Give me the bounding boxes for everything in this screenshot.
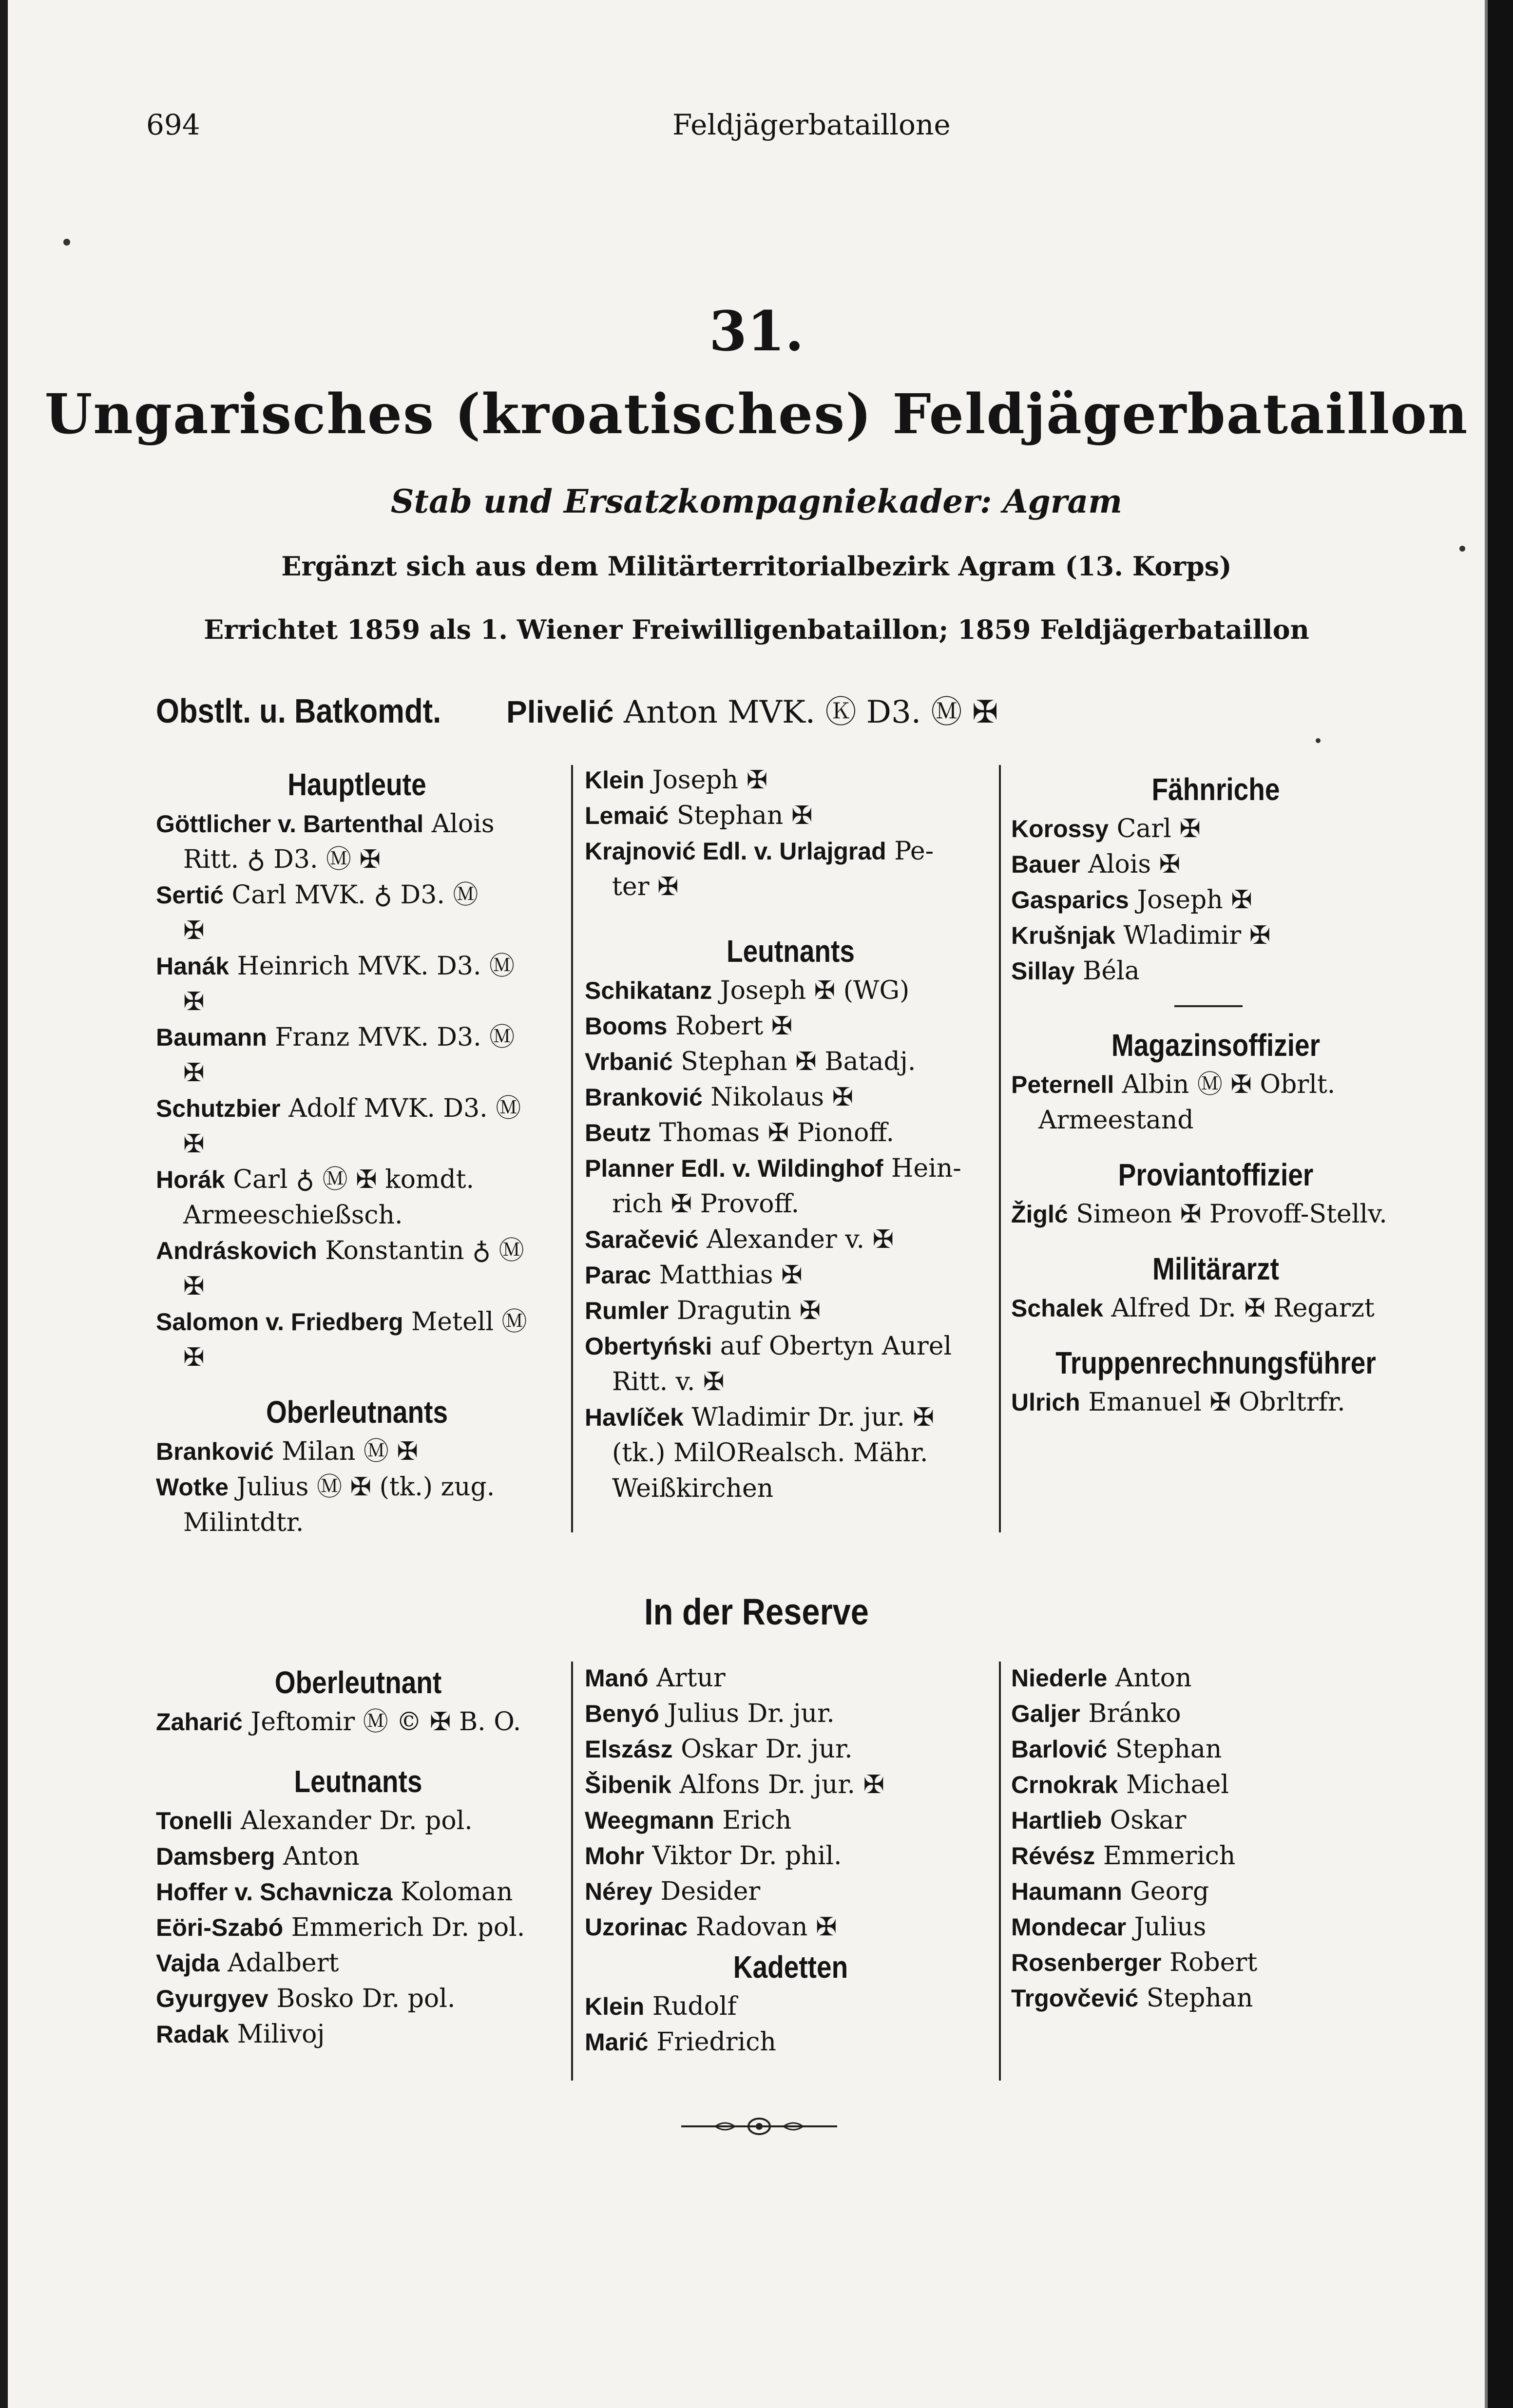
entry-details: Milan Ⓜ ✠ [273, 1437, 418, 1466]
entry-details: Béla [1074, 956, 1140, 986]
heading-magazine-officer: Magazinsoffizier [1111, 1028, 1321, 1063]
entry-name: Vrbanić [585, 1048, 673, 1075]
section-divider [1174, 1005, 1243, 1007]
list-item [156, 1162, 558, 1233]
entry-name: Booms [585, 1013, 668, 1040]
entry-name: Tonelli [156, 1807, 233, 1835]
list-item [1011, 1067, 1420, 1138]
active-column-1 [156, 763, 558, 1541]
entry-details: Emanuel ✠ Obrltrfr. [1080, 1388, 1345, 1417]
entry-details: Franz MVK. D3. Ⓜ [267, 1023, 515, 1052]
list-item [585, 1767, 996, 1803]
entry-name: Korossy [1011, 815, 1109, 842]
list-item [1011, 811, 1420, 847]
entry-details: Stephan [1138, 1984, 1253, 2013]
ornament-divider-icon [681, 2116, 837, 2137]
entry-details: Adalbert [219, 1949, 339, 1978]
list-item [156, 2017, 560, 2052]
list-item [585, 1874, 996, 1910]
entry-details: Julius Dr. jur. [659, 1699, 835, 1728]
list-item [1011, 1874, 1420, 1910]
entry-name: Uzorinac [585, 1913, 688, 1941]
entry-name: Obertyński [585, 1333, 712, 1360]
list-item [1011, 1945, 1420, 1981]
entry-details: Metell Ⓜ [403, 1307, 527, 1337]
page-number: 694 [146, 108, 200, 141]
entry-cont: Milintdtr. [183, 1508, 304, 1537]
list-item [585, 1329, 996, 1400]
heading-paymaster: Truppenrechnungsführer [1055, 1345, 1376, 1380]
entry-details: Desider [652, 1877, 761, 1906]
entry-cont: (tk.) MilORealsch. Mähr. [612, 1438, 928, 1468]
list-item [585, 1080, 996, 1115]
list-item [1011, 1838, 1420, 1874]
entry-details: Oskar Dr. jur. [672, 1735, 853, 1764]
establishment-note: Errichtet 1859 als 1. Wiener Freiwilligenbataillon; 1859 Feldjägerbataillon [204, 614, 1309, 645]
list-item [156, 806, 558, 878]
list-item [585, 1293, 996, 1329]
ensigns-list [1011, 811, 1420, 989]
entry-name: Galjer [1011, 1700, 1080, 1727]
entry-name: Zaharić [156, 1708, 243, 1736]
entry-details: Robert ✠ [667, 1012, 793, 1041]
entry-details: Alfons Dr. jur. ✠ [671, 1770, 885, 1799]
entry-name: Salomon v. Friedberg [156, 1308, 403, 1336]
list-item [585, 1151, 996, 1222]
commander-name: Plivelić [506, 694, 614, 729]
list-item [585, 973, 996, 1009]
running-title: Feldjägerbataillone [672, 108, 951, 141]
entry-details: Emmerich [1095, 1841, 1236, 1871]
list-item [585, 1400, 996, 1507]
list-item [1011, 1910, 1420, 1945]
entry-details: Alexander Dr. pol. [232, 1806, 473, 1835]
entry-name: Krušnjak [1011, 922, 1115, 949]
reserve-column-1 [156, 1661, 560, 2052]
entry-details: Joseph ✠ [1129, 885, 1252, 915]
entry-details: Michael [1118, 1770, 1229, 1799]
list-item [585, 1009, 996, 1044]
entry-name: Marić [585, 2028, 649, 2056]
entry-name: Eöri-Szabó [156, 1914, 284, 1941]
entry-cont: Armeeschießsch. [183, 1201, 403, 1230]
cadets-list [585, 1989, 996, 2060]
list-item [585, 1732, 996, 1767]
entry-name: Rosenberger [1011, 1949, 1162, 1976]
entry-details: Matthias ✠ [651, 1261, 803, 1290]
entry-details: Milivoj [229, 2020, 325, 2049]
entry-details: Julius [1126, 1912, 1207, 1942]
list-item [1011, 882, 1420, 918]
entry-details: Rudolf [644, 1992, 737, 2021]
entry-cont: ✠ [183, 1058, 205, 1088]
list-item [156, 1434, 558, 1470]
section-title: Ungarisches (kroatisches) Feldjägerbataillon [44, 382, 1469, 446]
entry-name: Nérey [585, 1878, 652, 1905]
list-item [156, 949, 558, 1020]
entry-name: Klein [585, 1993, 645, 2020]
entry-details: Joseph ✠ (WG) [712, 976, 910, 1005]
entry-details: Bránko [1080, 1699, 1181, 1728]
staff-location: Stab und Ersatzkompagniekader: Agram [390, 482, 1123, 520]
entry-details: Simeon ✠ Provoff-Stellv. [1068, 1200, 1387, 1229]
entry-name: Šibenik [585, 1771, 671, 1798]
captains-list [156, 806, 558, 1376]
entry-details: Robert [1161, 1948, 1258, 1977]
list-item [156, 1704, 560, 1740]
list-item [585, 1222, 996, 1258]
list-item [156, 1091, 558, 1162]
reserve-lieutenants-list [156, 1803, 560, 2052]
column-rule [999, 765, 1001, 1532]
entry-name: Haumann [1011, 1878, 1122, 1905]
list-item [585, 1258, 996, 1293]
list-item [1011, 1661, 1420, 1696]
entry-details: Thomas ✠ Pionoff. [651, 1118, 895, 1147]
entry-cont: Armeestand [1038, 1106, 1194, 1135]
list-item [156, 1304, 558, 1376]
list-item [1011, 1803, 1420, 1838]
list-item [156, 1910, 560, 1946]
entry-name: Radak [156, 2021, 230, 2048]
entry-cont: Ritt. ♁ D3. Ⓜ ✠ [183, 845, 381, 874]
entry-name: Branković [585, 1084, 703, 1111]
entry-details: Joseph ✠ [644, 765, 768, 795]
column-rule [571, 765, 573, 1532]
entry-name: Peternell [1011, 1071, 1114, 1098]
entry-details: Carl ✠ [1109, 814, 1201, 843]
list-item [585, 1803, 996, 1838]
list-item [1011, 918, 1420, 954]
entry-details: Pe- [886, 837, 934, 866]
entry-name: Barlović [1011, 1736, 1108, 1763]
entry-details: Bosko Dr. pol. [268, 1984, 456, 2013]
entry-cont: ✠ [183, 1343, 205, 1372]
entry-details: Artur [648, 1663, 726, 1693]
list-item [585, 1115, 996, 1151]
heading-first-lieutenants: Oberleutnants [266, 1395, 448, 1430]
entry-details: Alois [423, 809, 495, 839]
entry-name: Klein [585, 766, 645, 794]
entry-details: Adolf MVK. D3. Ⓜ [280, 1094, 521, 1123]
entry-details: Jeftomir Ⓜ © ✠ B. O. [242, 1707, 521, 1737]
list-item [156, 1470, 558, 1541]
reserve-heading: In der Reserve [644, 1591, 869, 1633]
entry-name: Mondecar [1011, 1913, 1127, 1941]
entry-name: Damsberg [156, 1843, 275, 1870]
entry-cont: Weißkirchen [612, 1474, 774, 1503]
list-item [1011, 1696, 1420, 1732]
commander-row [156, 687, 1423, 732]
list-item [585, 798, 996, 834]
entry-details: Anton [1107, 1663, 1192, 1693]
column-rule [999, 1662, 1001, 2081]
entry-name: Elszász [585, 1736, 673, 1763]
list-item [1011, 1197, 1420, 1232]
entry-name: Hanák [156, 953, 230, 980]
lieutenants-list [585, 973, 996, 1507]
entry-details: Wladimir Dr. jur. ✠ [683, 1403, 935, 1432]
entry-name: Žiglć [1011, 1201, 1068, 1228]
heading-reserve-lieutenants: Leutnants [294, 1764, 422, 1799]
entry-cont: ✠ [183, 1272, 205, 1301]
first-lieutenants-list [156, 1434, 558, 1541]
entry-name: Ulrich [1011, 1389, 1080, 1416]
entry-name: Bauer [1011, 851, 1080, 878]
list-item [1011, 1291, 1420, 1326]
entry-name: Beutz [585, 1119, 651, 1147]
list-item [585, 2025, 996, 2060]
heading-lieutenants: Leutnants [727, 934, 855, 969]
entry-name: Révész [1011, 1842, 1095, 1870]
list-item [156, 1874, 560, 1910]
heading-military-doctor: Militärarzt [1152, 1251, 1279, 1286]
entry-cont: Ritt. v. ✠ [612, 1367, 725, 1396]
entry-name: Vajda [156, 1949, 220, 1977]
list-item [156, 1839, 560, 1874]
section-number: 31. [709, 300, 804, 363]
entry-details: Georg [1122, 1877, 1209, 1906]
list-item [1011, 954, 1420, 989]
entry-details: Stephan ✠ [669, 801, 813, 830]
entry-details: Dragutin ✠ [669, 1296, 821, 1325]
list-item [156, 1020, 558, 1091]
entry-details: Carl ♁ Ⓜ ✠ komdt. [225, 1165, 475, 1194]
entry-name: Manó [585, 1664, 649, 1692]
active-column-2 [585, 763, 996, 1507]
entry-details: Radovan ✠ [688, 1912, 837, 1942]
entry-cont: ✠ [183, 987, 205, 1016]
list-item [156, 1803, 560, 1839]
entry-name: Rumler [585, 1297, 669, 1324]
entry-name: Planner Edl. v. Wildinghof [585, 1155, 883, 1182]
entry-details: Alfred Dr. ✠ Regarzt [1103, 1294, 1375, 1323]
reserve-column-2 [585, 1661, 996, 2060]
entry-cont: rich ✠ Provoff. [612, 1189, 800, 1219]
list-item [156, 1233, 558, 1304]
entry-name: Gasparics [1011, 886, 1129, 914]
column-rule [571, 1662, 573, 2081]
recruitment-note: Ergänzt sich aus dem Militärterritorialbezirk Agram (13. Korps) [281, 551, 1232, 582]
entry-name: Niederle [1011, 1664, 1108, 1692]
list-item [1011, 1732, 1420, 1767]
entry-name: Benyó [585, 1700, 659, 1727]
first-lieutenants-cont-list [585, 763, 996, 905]
list-item [1011, 1981, 1420, 2016]
entry-name: Horák [156, 1166, 225, 1193]
entry-details: Friedrich [648, 2027, 776, 2057]
entry-name: Wotke [156, 1473, 229, 1501]
entry-details: Konstantin ♁ Ⓜ [317, 1236, 524, 1265]
entry-details: Viktor Dr. phil. [644, 1841, 842, 1871]
entry-name: Hartlieb [1011, 1807, 1102, 1834]
reserve-column-3 [1011, 1661, 1420, 2016]
entry-name: Schalek [1011, 1295, 1104, 1322]
list-item [156, 878, 558, 949]
heading-provisions-officer: Proviantoffizier [1118, 1157, 1314, 1192]
dust-speck [63, 239, 70, 246]
entry-details: Oskar [1102, 1806, 1187, 1835]
entry-details: Stephan ✠ Batadj. [672, 1047, 916, 1076]
entry-name: Saračević [585, 1226, 699, 1253]
list-item [1011, 847, 1420, 882]
entry-name: Parac [585, 1261, 651, 1289]
list-item [585, 1661, 996, 1696]
heading-captains: Hauptleute [287, 767, 426, 802]
entry-details: Koloman [392, 1877, 513, 1907]
dust-speck [1316, 738, 1321, 743]
entry-details: Emmerich Dr. pol. [283, 1913, 525, 1942]
entry-details: Erich [714, 1806, 792, 1835]
entry-name: Sillay [1011, 957, 1075, 985]
commander-details: Anton MVK. Ⓚ D3. Ⓜ ✠ [623, 694, 998, 730]
entry-name: Gyurgyev [156, 1985, 268, 2012]
entry-name: Schutzbier [156, 1095, 281, 1122]
entry-name: Hoffer v. Schavnicza [156, 1878, 393, 1906]
entry-details: Anton [275, 1842, 360, 1871]
entry-name: Weegmann [585, 1807, 714, 1834]
heading-ensigns: Fähnriche [1151, 772, 1280, 807]
entry-details: Stephan [1107, 1735, 1222, 1764]
entry-name: Crnokrak [1011, 1771, 1118, 1798]
entry-name: Branković [156, 1438, 274, 1465]
entry-details: Carl MVK. ♁ D3. Ⓜ [223, 880, 479, 910]
entry-details: Julius Ⓜ ✠ (tk.) zug. [229, 1472, 495, 1502]
entry-cont: ✠ [183, 916, 205, 945]
list-item [585, 1910, 996, 1945]
entry-cont: ter ✠ [612, 872, 679, 901]
list-item [1011, 1385, 1420, 1420]
entry-name: Mohr [585, 1842, 645, 1870]
heading-cadets: Kadetten [733, 1949, 848, 1985]
reserve-lieutenants-cont-list-2 [1011, 1661, 1420, 2016]
list-item [156, 1981, 560, 2017]
list-item [585, 1696, 996, 1732]
heading-reserve-first-lieutenant: Oberleutnant [274, 1665, 442, 1700]
entry-name: Trgovčević [1011, 1985, 1139, 2012]
entry-cont: ✠ [183, 1129, 205, 1159]
entry-name: Baumann [156, 1024, 267, 1051]
entry-name: Sertić [156, 881, 224, 909]
entry-name: Havlíček [585, 1404, 684, 1431]
list-item [585, 834, 996, 905]
entry-details: Albin Ⓜ ✠ Obrlt. [1114, 1070, 1336, 1099]
entry-details: auf Obertyn Aurel [712, 1332, 952, 1361]
list-item [585, 1838, 996, 1874]
entry-details: Alexander v. ✠ [698, 1225, 894, 1254]
reserve-lieutenants-cont-list [585, 1661, 996, 1945]
entry-name: Andráskovich [156, 1237, 317, 1264]
entry-name: Lemaić [585, 802, 669, 829]
list-item [585, 1044, 996, 1080]
entry-details: Alois ✠ [1080, 850, 1181, 879]
entry-details: Nikolaus ✠ [702, 1083, 854, 1112]
list-item [1011, 1767, 1420, 1803]
entry-name: Schikatanz [585, 977, 712, 1004]
entry-details: Heinrich MVK. D3. Ⓜ [229, 952, 515, 981]
entry-name: Göttlicher v. Bartenthal [156, 810, 424, 838]
active-column-3 [1011, 767, 1420, 1420]
entry-details: Wladimir ✠ [1115, 921, 1271, 950]
entry-name: Krajnović Edl. v. Urlajgrad [585, 838, 886, 865]
list-item [156, 1946, 560, 1981]
entry-details: Hein- [883, 1154, 961, 1183]
commander-label: Obstlt. u. Batkomdt. [156, 692, 441, 730]
list-item [585, 1989, 996, 2025]
list-item [585, 763, 996, 798]
